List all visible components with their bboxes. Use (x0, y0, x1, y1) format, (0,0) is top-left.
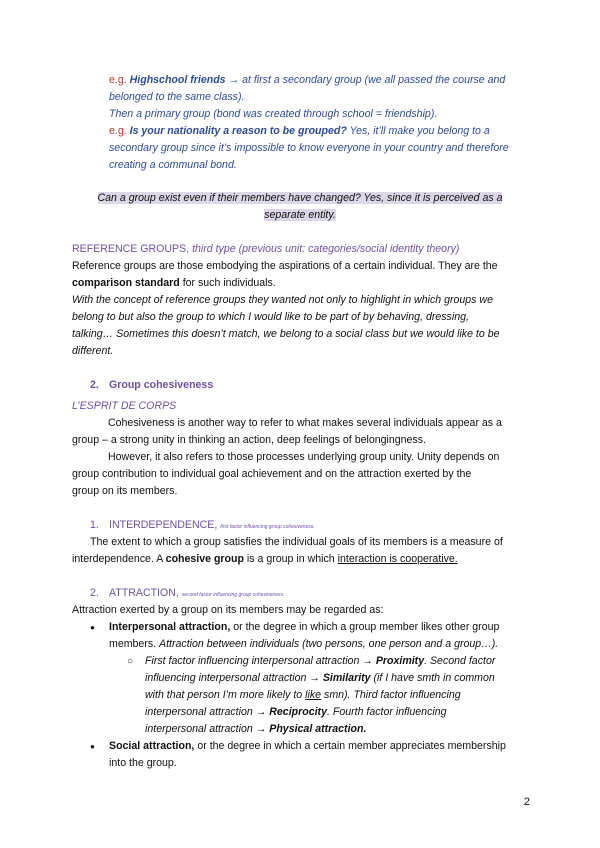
proximity: Proximity (375, 655, 425, 667)
comparison-standard: comparison standard (72, 277, 180, 289)
highlight-line-2 (72, 207, 528, 224)
interdependence-heading: INTERDEPENDENCE, (109, 519, 218, 531)
reference-italic-4: different. (72, 345, 114, 357)
highlight-text-2: separate entity. (264, 209, 336, 221)
social-attraction-rest: or the degree in which a certain member appreciates membership (197, 740, 506, 752)
attraction-intro: Attraction exerted by a group on its members may be regarded as: (72, 604, 384, 616)
factor-line-5 (145, 721, 366, 738)
factor-line-4 (145, 704, 447, 721)
interpersonal-attraction-line-1 (109, 619, 499, 636)
cohesiveness-p3: However, it also refers to those processes underlying group unity. Unity depends on (108, 451, 500, 463)
example-2-line-2: secondary group since it’s impossible to know everyone in your country and therefore (109, 142, 509, 154)
factor-3-end: smn). Third factor influencing (324, 689, 461, 701)
cohesiveness-heading: Group cohesiveness (109, 379, 214, 391)
interdependence-p1: The extent to which a group satisfies the individual goals of its members is a measure of (90, 536, 503, 548)
social-attraction: Social attraction, (109, 740, 195, 752)
highlight-text-1: Can a group exist even if their members have changed? Yes, since it is perceived as a (97, 192, 503, 204)
reference-p1-end: for such individuals. (182, 277, 276, 289)
social-attraction-line-1 (109, 738, 506, 755)
interdependence-p2a: interdependence. A (72, 553, 163, 565)
factor-2-text: influencing interpersonal attraction → (145, 672, 320, 684)
eg-label: e.g. (109, 74, 127, 86)
interpersonal-attraction-line-2 (109, 636, 498, 653)
attraction-number: 2. (90, 587, 99, 599)
reference-italic-2: belong to but also the group to which I would like to be part of by behaving, dressing, (72, 311, 469, 323)
interdependence-p2 (72, 551, 458, 568)
between-individuals-text: Attraction between individuals (two persons, one person and a group…). (159, 638, 499, 650)
eg-label: e.g. (109, 125, 127, 137)
factor-line-3 (145, 687, 461, 704)
example-1-text: → at first a secondary group (we all passed the course and (228, 74, 506, 86)
example-2-question: Is your nationality a reason to be grouped? (129, 125, 347, 137)
factor-1-end: . Second factor (424, 655, 496, 667)
highlight-line-1 (72, 190, 528, 207)
factor-4-text: interpersonal attraction → (145, 706, 267, 718)
cohesiveness-p4: group contribution to individual goal achievement and on the attraction exerted by the (72, 468, 472, 480)
members-text: members. (109, 638, 157, 650)
cohesiveness-number: 2. (90, 379, 99, 391)
circle-bullet-icon: ○ (127, 656, 134, 667)
esprit-de-corps: L’ESPRIT DE CORPS (72, 400, 177, 412)
reference-p1-line-2 (72, 275, 276, 292)
example-1-line-1 (109, 72, 505, 89)
reference-heading-note: third type (previous unit: categories/social identity theory) (192, 243, 460, 255)
interpersonal-attraction-rest: or the degree in which a group member likes other group (233, 621, 500, 633)
example-1-title: Highschool friends (129, 74, 226, 86)
bullet-icon: ● (90, 742, 95, 751)
interdependence-note: first factor influencing group cohesiveness. (220, 524, 315, 530)
factor-2-end: (if I have smth in common (373, 672, 495, 684)
factor-3-text: with that person I’m more likely to (145, 689, 303, 701)
reference-p1: Reference groups are those embodying the aspirations of a certain individual. They are the (72, 260, 498, 272)
interpersonal-attraction: Interpersonal attraction, (109, 621, 231, 633)
example-1-line-2: belonged to the same class). (109, 91, 245, 103)
physical-attraction: Physical attraction. (269, 723, 367, 735)
cohesive-group: cohesive group (165, 553, 244, 565)
example-2-answer: Yes, it’ll make you belong to a (349, 125, 490, 137)
cohesiveness-p5: group on its members. (72, 485, 178, 497)
factor-4-end: . Fourth factor influencing (326, 706, 447, 718)
reference-heading (72, 241, 459, 258)
example-2-line-3: creating a communal bond. (109, 159, 237, 171)
reciprocity: Reciprocity (269, 706, 327, 718)
attraction-note: second factor influencing group cohesiveness. (181, 592, 285, 598)
similarity: Similarity (322, 672, 371, 684)
cohesiveness-p2: group – a strong unity in thinking an action, deep feelings of belongingness. (72, 434, 426, 446)
interdependence-number: 1. (90, 519, 99, 531)
bullet-icon: ● (90, 623, 95, 632)
reference-heading-title: REFERENCE GROUPS, (72, 243, 190, 255)
social-attraction-line-2: into the group. (109, 757, 177, 769)
page-number: 2 (523, 796, 530, 808)
factor-line-1 (145, 653, 495, 670)
cohesiveness-p1: Cohesiveness is another way to refer to what makes several individuals appear as a (108, 417, 502, 429)
factor-line-2 (145, 670, 495, 687)
example-2-line-1 (109, 123, 490, 140)
interaction-cooperative: interaction is cooperative. (337, 553, 458, 565)
reference-italic-1: With the concept of reference groups they wanted not only to highlight in which groups we (72, 294, 493, 306)
example-1-line-3: Then a primary group (bond was created through school = friendship). (109, 108, 438, 120)
attraction-heading: ATTRACTION, (109, 587, 179, 599)
reference-italic-3: talking… Sometimes this doesn’t match, we belong to a social class but we would like to be (72, 328, 500, 340)
factor-5-text: interpersonal attraction → (145, 723, 267, 735)
like-underlined: like (305, 689, 322, 701)
interdependence-p2c: is a group in which (246, 553, 335, 565)
factor-1-text: First factor influencing interpersonal attraction → (145, 655, 373, 667)
